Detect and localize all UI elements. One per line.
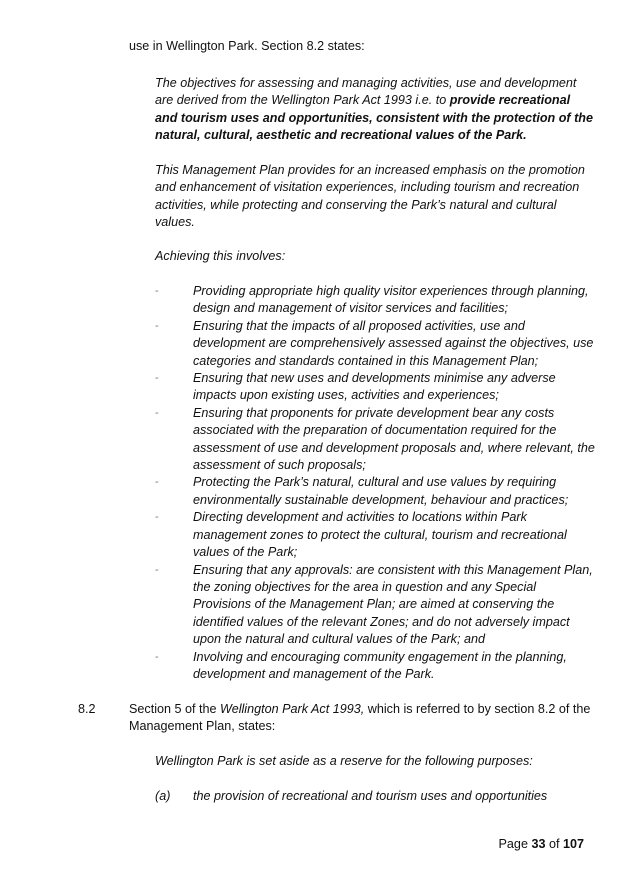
list-item-text: Ensuring that new uses and developments minimise any adverse impacts upon existing uses, activities and experiences; [193, 371, 556, 403]
list-item-text: Directing development and activities to locations within Park management zones to protect the cultural, tourism and recreational values of the Park; [193, 510, 567, 560]
list-item [155, 509, 595, 561]
list-dash: - [155, 511, 159, 524]
list-dash: - [155, 285, 159, 297]
section-act-title: Wellington Park Act 1993, [220, 702, 365, 716]
section-number: 8.2 [78, 702, 96, 716]
list-item-text: Ensuring that the impacts of all proposed activities, use and development are comprehensively assessed against the objectives, use categories and standards contained in this Management Plan; [193, 318, 594, 368]
sub-item-label: (a) [155, 789, 171, 803]
list-item [155, 283, 595, 318]
list-item [155, 474, 595, 509]
list-dash: - [155, 650, 159, 663]
list-item [155, 318, 595, 370]
list-item [155, 562, 595, 649]
page-footer [499, 836, 584, 853]
list-dash: - [155, 406, 159, 419]
list-item-text: Providing appropriate high quality visitor experiences through planning, design and management of visitor services and facilities; [193, 284, 589, 316]
objectives-list [155, 283, 595, 683]
quote-objectives-text: The objectives for assessing and managing activities, use and development are derived from the Wellington Park Act 1993 i.e. to [155, 76, 577, 108]
section-text-start: Section 5 of the [129, 702, 221, 716]
list-item [155, 370, 595, 405]
list-dash: - [155, 319, 159, 332]
footer-current-page: 33 [531, 837, 546, 851]
achieving-heading: Achieving this involves: [155, 249, 286, 263]
section-text-end: which is referred to by section 8.2 of the Management Plan, states: [129, 702, 591, 734]
list-item-text: Protecting the Park’s natural, cultural and use values by requiring environmentally sustainable development, behaviour and practices; [193, 475, 569, 507]
list-item-text: Ensuring that any approvals: are consistent with this Management Plan, the zoning objectives for the area in question and any Special Provisions of the Management Plan; are aimed at conserving the identified values of the relevant Zones; and do not adversely impact upon the natural and cultural values of the Park; and [193, 562, 593, 647]
quote-management-plan: This Management Plan provides for an increased emphasis on the promotion and enhancement of visitation experiences, including tourism and recreation activities, while protecting and conserving the Park’s natural and cultural values. [155, 163, 585, 230]
list-item [155, 649, 595, 684]
list-item [155, 405, 595, 475]
list-dash: - [155, 372, 159, 385]
sub-item-text: the provision of recreational and tourism uses and opportunities [193, 789, 548, 803]
list-item-text: Ensuring that proponents for private development bear any costs associated with the preparation of documentation required for the assessment of use and development proposals and, where relevant, the assessment of such proposals; [193, 405, 595, 473]
footer-total-pages: 107 [562, 837, 584, 851]
section-paragraph [129, 701, 595, 736]
quote-objectives [155, 75, 595, 145]
quote-purposes: Wellington Park is set aside as a reserve for the following purposes: [155, 754, 533, 768]
intro-line: use in Wellington Park. Section 8.2 states: [129, 39, 365, 53]
footer-of-word: of [548, 837, 560, 851]
footer-page-word: Page [498, 837, 528, 851]
quote-objectives-bold: provide recreational and tourism uses and opportunities, consistent with the protection of the natural, cultural, aesthetic and recreational values of the Park. [155, 93, 594, 143]
list-dash: - [155, 563, 159, 576]
list-item-text: Involving and encouraging community engagement in the planning, development and management of the Park. [193, 649, 567, 681]
list-dash: - [155, 476, 159, 489]
